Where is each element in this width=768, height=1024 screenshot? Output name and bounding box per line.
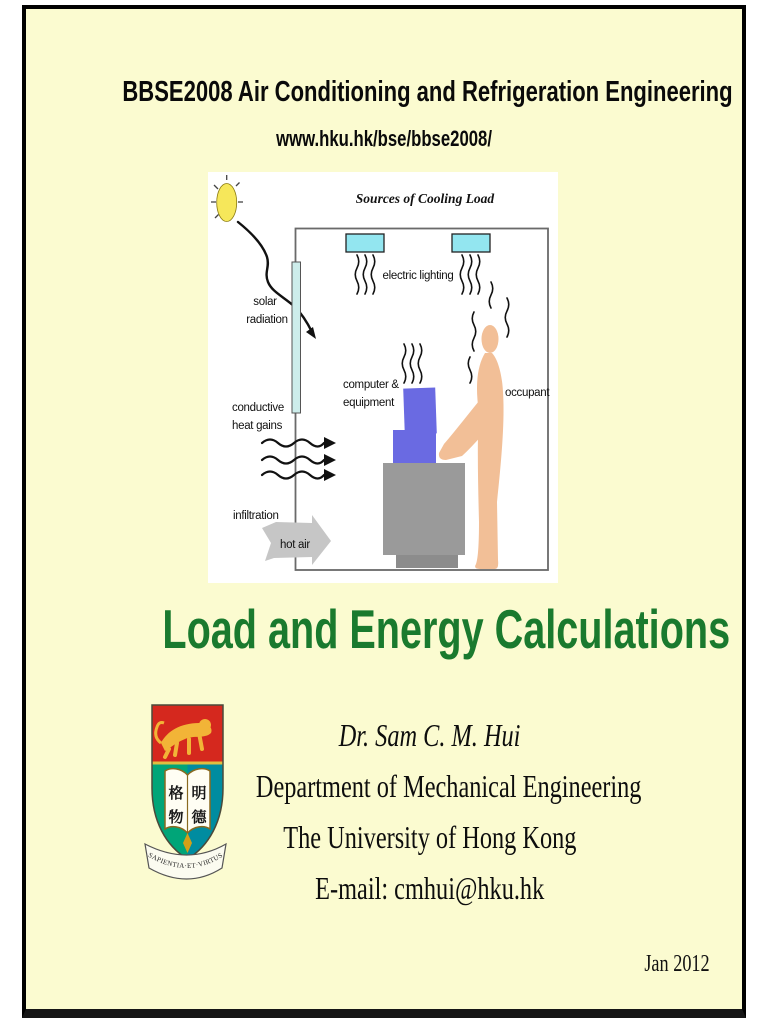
- desk-icon: [383, 463, 465, 568]
- diagram-title: Sources of Cooling Load: [355, 191, 495, 206]
- computer-label: equipment: [343, 397, 395, 409]
- slide-title-line: [52, 596, 768, 662]
- window: [292, 262, 301, 413]
- author-university-line: [195, 812, 665, 863]
- author-email-line: [195, 863, 665, 914]
- course-header: [26, 75, 742, 109]
- conductive-label: conductive: [232, 402, 284, 414]
- hot-air-label: hot air: [280, 539, 310, 551]
- author-name-line: [195, 710, 665, 761]
- author-block: [195, 710, 665, 914]
- author-name: Dr. Sam C. M. Hui: [339, 717, 521, 753]
- slide-date-line: [634, 951, 720, 978]
- light-fixture-icon: [452, 234, 490, 252]
- slide-title: Load and Energy Calculations: [162, 598, 731, 660]
- solar-radiation-label: solar: [253, 296, 277, 308]
- light-fixture-icon: [346, 234, 384, 252]
- author-university: The University of Hong Kong: [283, 819, 577, 855]
- slide-date: Jan 2012: [644, 951, 710, 977]
- author-department: Department of Mechanical Engineering: [255, 768, 642, 804]
- book-char: 明: [191, 786, 207, 802]
- infiltration-label: infiltration: [233, 510, 279, 522]
- slide-page: [22, 5, 746, 1018]
- occupant-label: occupant: [505, 387, 550, 399]
- course-url: www.hku.hk/bse/bbse2008/: [276, 126, 492, 151]
- electric-lighting-label: electric lighting: [382, 270, 454, 282]
- author-department-line: [195, 761, 665, 812]
- crest-motto: SAPIENTIA·ET·VIRTUS: [146, 851, 225, 871]
- solar-radiation-label: radiation: [246, 314, 288, 326]
- cooling-load-diagram: [208, 172, 558, 583]
- computer-label: computer &: [343, 379, 399, 391]
- book-char: 德: [191, 810, 207, 826]
- course-url-line: [26, 125, 742, 153]
- author-email: E-mail: cmhui@hku.hk: [315, 870, 545, 906]
- book-char: 格: [168, 786, 184, 802]
- conductive-label: heat gains: [232, 420, 283, 432]
- book-char: 物: [168, 810, 184, 826]
- course-title: BBSE2008 Air Conditioning and Refrigeration Engineering: [122, 76, 733, 108]
